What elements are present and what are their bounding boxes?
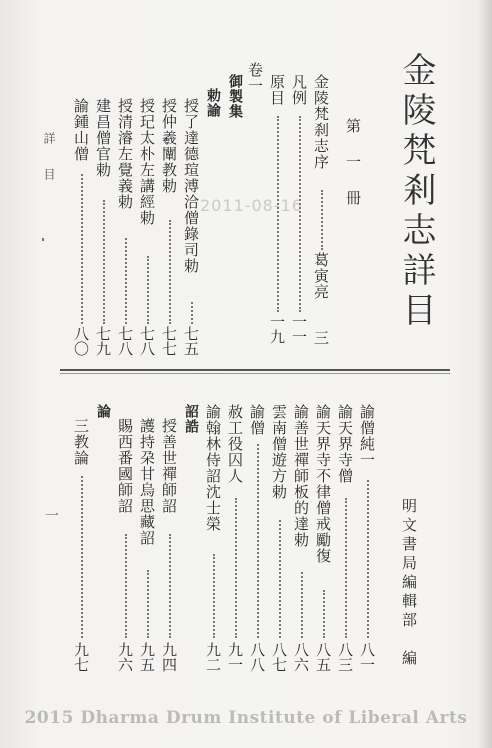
leader-dots — [257, 444, 259, 638]
leader-dots — [147, 256, 149, 324]
leader-dots — [103, 200, 105, 324]
section-heading: 論 — [95, 404, 111, 419]
toc-entry-label: 三教論 — [72, 418, 90, 466]
toc-entry-label: 授善世禪師詔 — [160, 418, 178, 514]
toc-entry-label: 授清濬左覺義勅 — [116, 98, 134, 210]
section-divider-thin — [60, 373, 450, 374]
toc-entry-page: 七八 — [116, 326, 134, 356]
toc-entry-page: 九七 — [72, 642, 90, 672]
leader-dots — [125, 534, 127, 638]
toc-entry-page: 八三 — [336, 642, 354, 672]
toc-entry-page: 八八 — [248, 642, 266, 672]
leader-dots — [125, 238, 127, 324]
toc-entry-page: 八五 — [314, 642, 332, 672]
watermark-date: 2011-08-16 — [200, 196, 303, 215]
toc-entry-label: 護持朶甘烏思藏詔 — [138, 418, 156, 546]
toc-entry-label: 諭僧純一 — [358, 404, 376, 468]
toc-entry-page: 三 — [312, 330, 330, 345]
book-title: 金陵梵剎志詳目 — [396, 52, 436, 332]
toc-entry-label: 金陵梵刹志序 — [312, 74, 330, 170]
publisher: 明文書局編輯部 編 — [400, 498, 418, 669]
toc-entry-label: 賜西番國師詔 — [116, 418, 134, 514]
leader-dots — [301, 572, 303, 638]
toc-entry-page: 九二 — [204, 642, 222, 672]
toc-entry-page: 九一 — [226, 642, 244, 672]
leader-dots — [81, 476, 83, 638]
toc-entry-label: 諭僧 — [248, 404, 266, 436]
leader-dots — [213, 554, 215, 638]
toc-entry-page: 一一 — [290, 314, 308, 344]
toc-entry-label: 建昌僧官勅 — [94, 98, 112, 178]
section-heading: 詔誥 — [183, 404, 199, 434]
toc-entry-page: 九六 — [116, 642, 134, 672]
toc-entry-page: 七九 — [94, 326, 112, 356]
toc-entry-page: 七五 — [182, 326, 200, 356]
section-heading: 勅諭 — [205, 88, 221, 118]
toc-entry-page: 一九 — [268, 314, 286, 344]
juan-label: 卷一 — [246, 62, 264, 94]
toc-entry-label: 授玘太朴左講經勅 — [138, 98, 156, 226]
toc-entry-page: 七八 — [138, 326, 156, 356]
leader-dots — [367, 480, 369, 638]
toc-entry-label: 授了達德瑄溥洽僧錄司勅 — [182, 98, 200, 274]
leader-dots — [169, 220, 171, 324]
leader-dots — [321, 190, 323, 250]
leader-dots — [235, 498, 237, 638]
toc-entry-label: 授仲羲闡教勅 — [160, 98, 178, 194]
leader-dots — [169, 534, 171, 638]
toc-entry-label: 雲南僧遊方勅 — [270, 404, 288, 500]
toc-entry-page: 八七 — [270, 642, 288, 672]
toc-entry-page: 九四 — [160, 642, 178, 672]
leader-dots — [345, 498, 347, 638]
leader-dots — [147, 570, 149, 638]
toc-entry-page: 八〇 — [72, 326, 90, 356]
volume-label: 第 一 冊 — [344, 118, 362, 208]
page-edge-shadow — [478, 0, 492, 748]
leader-dots — [191, 302, 193, 324]
leader-dots — [279, 520, 281, 638]
toc-entry-author: 葛寅亮 — [312, 252, 330, 300]
toc-entry-label: 諭善世禪師板的達勅 — [292, 404, 310, 548]
margin-mark — [42, 238, 44, 241]
toc-entry-label: 原目 — [268, 74, 286, 106]
page-folio: 一 — [43, 508, 59, 522]
toc-entry-label: 赦工役囚人 — [226, 404, 244, 484]
toc-entry-page: 八一 — [358, 642, 376, 672]
section-heading: 御製集 — [227, 74, 243, 119]
toc-entry-label: 諭天界寺僧 — [336, 404, 354, 484]
toc-entry-label: 諭鍾山僧 — [72, 98, 90, 162]
toc-entry-page: 八六 — [292, 642, 310, 672]
footer-watermark: 2015 Dharma Drum Institute of Liberal Arts — [24, 708, 468, 728]
toc-entry-label: 凡例 — [290, 74, 308, 106]
toc-entry-label: 諭翰林侍詔沈士榮 — [204, 404, 222, 532]
leader-dots — [81, 174, 83, 324]
toc-entry-page: 九五 — [138, 642, 156, 672]
section-divider — [60, 369, 450, 371]
leader-dots — [323, 590, 325, 638]
running-head: 詳 目 — [42, 132, 56, 186]
toc-entry-page: 七七 — [160, 326, 178, 356]
toc-entry-label: 諭天界寺不律僧戒勵復 — [314, 404, 332, 564]
